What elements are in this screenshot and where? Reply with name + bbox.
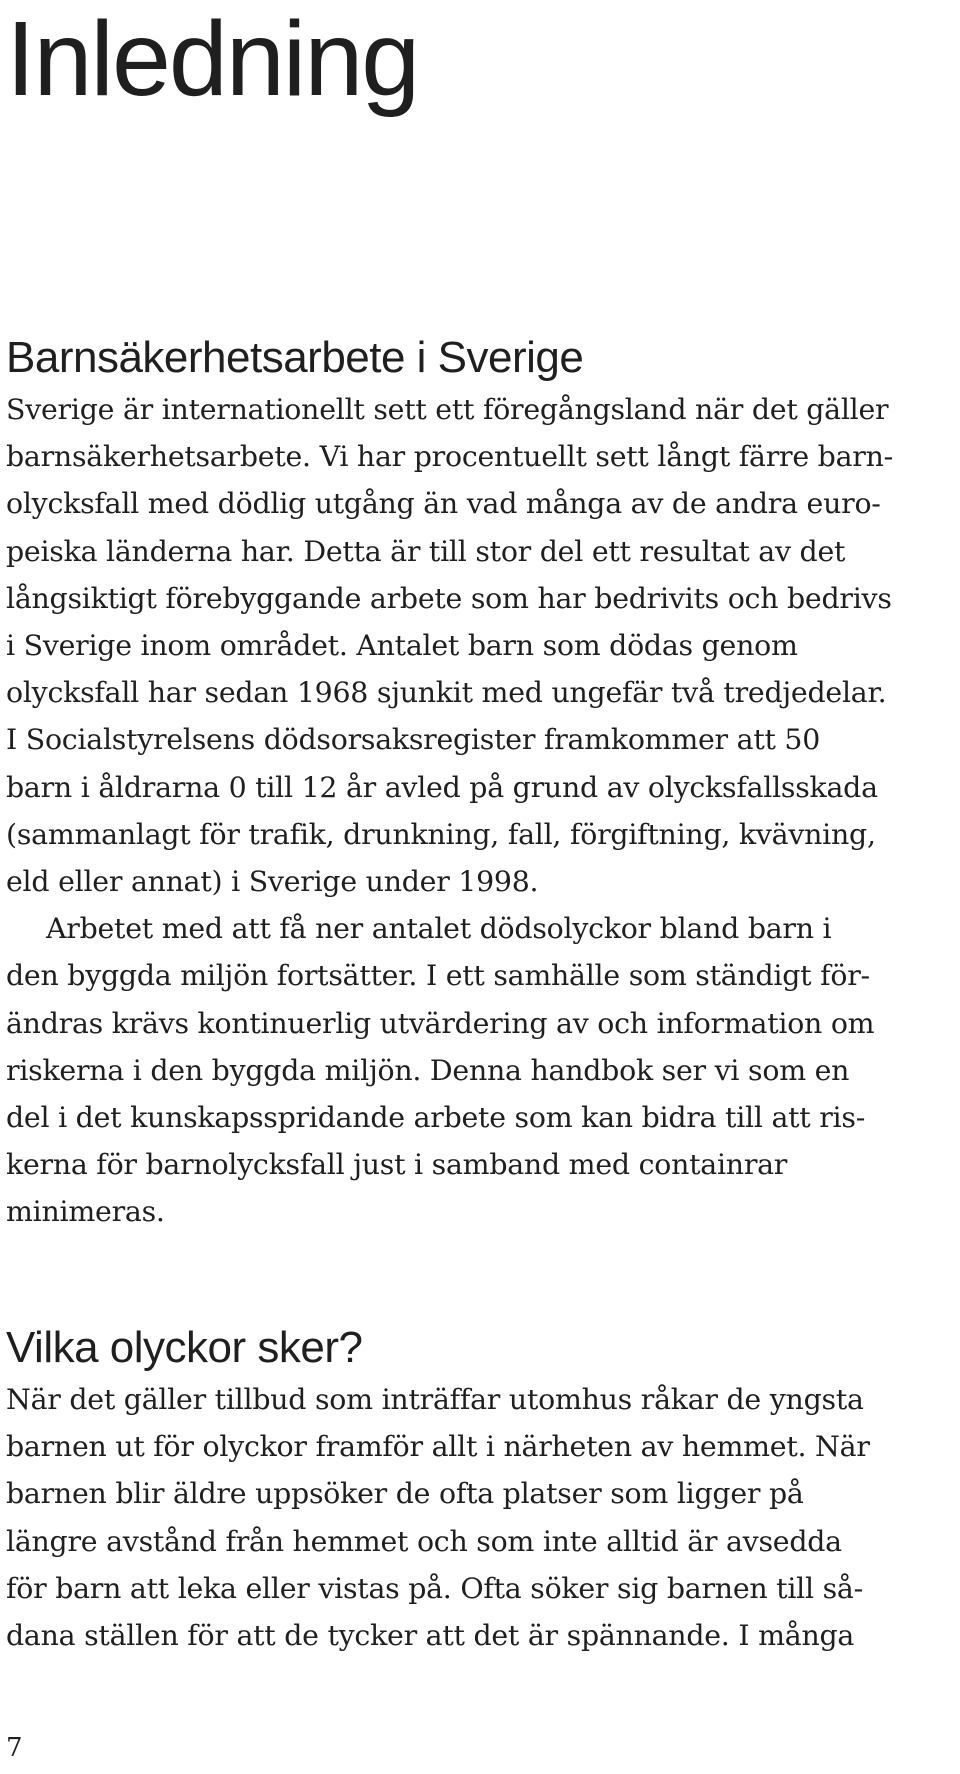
- text-line: Arbetet med att få ner antalet dödsolyckor bland barn i: [46, 912, 832, 946]
- section-barnsakerhetsarbete: [6, 330, 956, 1236]
- text-line: kerna för barnolycksfall just i samband med containrar: [6, 1148, 788, 1182]
- text-line: eld eller annat) i Sverige under 1998.: [6, 865, 539, 899]
- section-heading: Barnsäkerhetsarbete i Sverige: [6, 333, 584, 382]
- section-body: [6, 1376, 956, 1659]
- text-line: barnen ut för olyckor framför allt i närheten av hemmet. När: [6, 1430, 870, 1464]
- text-line: den byggda miljön fortsätter. I ett samhälle som ständigt för-: [6, 959, 870, 993]
- text-line: (sammanlagt för trafik, drunkning, fall, förgiftning, kvävning,: [6, 817, 876, 851]
- text-line: I Socialstyrelsens dödsorsaksregister framkommer att 50: [6, 723, 821, 757]
- text-line: minimeras.: [6, 1195, 165, 1229]
- section-vilka-olyckor: [6, 1320, 956, 1659]
- page-number: 7: [6, 1733, 23, 1763]
- text-line: del i det kunskapsspridande arbete som kan bidra till att ris-: [6, 1101, 866, 1135]
- text-line: i Sverige inom området. Antalet barn som dödas genom: [6, 629, 798, 663]
- section-body: [6, 386, 956, 1236]
- text-line: ändras krävs kontinuerlig utvärdering av och information om: [6, 1006, 875, 1040]
- text-line: När det gäller tillbud som inträffar utomhus råkar de yngsta: [6, 1383, 864, 1416]
- text-line: Sverige är internationellt sett ett föregångsland när det gäller: [6, 393, 889, 426]
- text-line: riskerna i den byggda miljön. Denna handbok ser vi som en: [6, 1053, 850, 1087]
- text-line: långsiktigt förebyggande arbete som har bedrivits och bedrivs: [6, 581, 892, 615]
- text-line: barnsäkerhetsarbete. Vi har procentuellt sett långt färre barn-: [6, 440, 893, 474]
- text-line: dana ställen för att de tycker att det är spännande. I många: [6, 1619, 855, 1653]
- text-line: peiska länderna har. Detta är till stor del ett resultat av det: [6, 534, 846, 568]
- text-line: olycksfall har sedan 1968 sjunkit med ungefär två tredjedelar.: [6, 676, 887, 710]
- text-line: barnen blir äldre uppsöker de ofta platser som ligger på: [6, 1477, 804, 1511]
- text-line: barn i åldrarna 0 till 12 år avled på grund av olycksfallsskada: [6, 770, 878, 804]
- text-line: för barn att leka eller vistas på. Ofta söker sig barnen till så-: [6, 1571, 863, 1605]
- chapter-title: Inledning: [6, 0, 419, 118]
- text-line: olycksfall med dödlig utgång än vad många av de andra euro-: [6, 487, 881, 521]
- text-line: längre avstånd från hemmet och som inte alltid är avsedda: [6, 1524, 842, 1558]
- section-heading: Vilka olyckor sker?: [6, 1323, 363, 1372]
